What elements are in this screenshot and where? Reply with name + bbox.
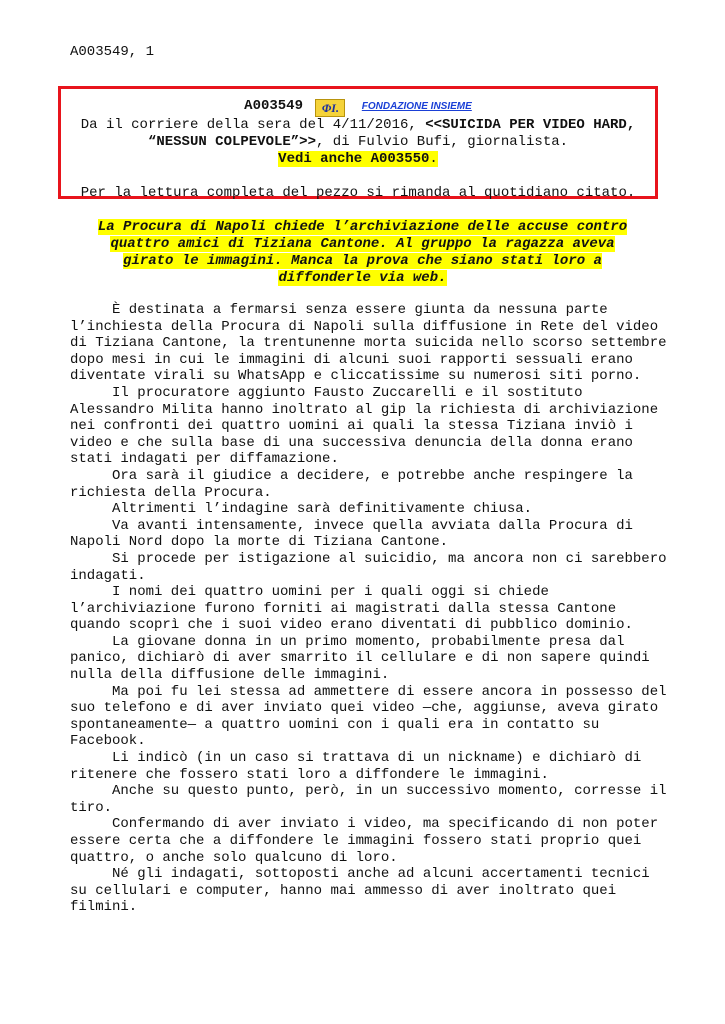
fondazione-logo-icon: ΦΙ. (315, 99, 345, 117)
article-paragraph: Confermando di aver inviato i video, ma specificando di non poter essere certa che a diffondere le immagini fossero stati proprio quei quattro, o anche solo qualcuno di loro. (70, 816, 659, 866)
article-paragraph: Anche su questo punto, però, in un successivo momento, corresse il tiro. (70, 783, 667, 816)
subtitle-line: La Procura di Napoli chiede l’archiviazione delle accuse contro (97, 219, 628, 235)
article-paragraph: Va avanti intensamente, invece quella avviata dalla Procura di Napoli Nord dopo la morte di Tiziana Cantone. (70, 517, 633, 551)
article-paragraph: La giovane donna in un primo momento, probabilmente presa dal panico, dichiarò di aver smarrito il cellulare e di non sapere quindi nulla della diffusione delle immagini. (70, 633, 650, 684)
article-title-part1: <<SUICIDA PER VIDEO HARD, (425, 117, 636, 133)
see-also-suffix: . (429, 151, 438, 167)
subtitle-line: diffonderle via web. (278, 270, 447, 286)
header-box (58, 86, 658, 199)
article-paragraph: Si procede per istigazione al suicidio, ma ancora non ci sarebbero indagati. (70, 550, 667, 584)
article-paragraph: Né gli indagati, sottoposti anche ad alcuni accertamenti tecnici su cellulari e computer, hanno mai ammesso di aver inoltrato quei filmini. (70, 866, 650, 916)
article-paragraph: Altrimenti l’indagine sarà definitivamente chiusa. (112, 501, 533, 518)
see-also-reference[interactable]: Vedi anche A003550 (278, 151, 430, 167)
subtitle-line: girato le immagini. Manca la prova che siano stati loro a (123, 253, 602, 269)
see-also-line (61, 151, 655, 168)
document-code: A003549 (244, 98, 303, 114)
source-text: Da il corriere della sera del 4/11/2016, (80, 117, 426, 133)
article-paragraph: È destinata a fermarsi senza essere giunta da nessuna parte l’inchiesta della Procura di Napoli sulla diffusione in Rete del video di Tiziana Cantone, la trentunenne morta suicida nello scorso settembre dopo mesi in cui le immagini di alcuni suoi rapporti sessuali erano diventate virali su WhatsApp e cliccatissime su numerosi siti porno. (70, 302, 667, 385)
header-title-line (61, 134, 655, 151)
article-paragraph: Li indicò (in un caso si trattava di un nickname) e dichiarò di ritenere che fossero stati loro a diffondere le immagini. (70, 750, 642, 783)
fondazione-insieme-link[interactable]: FONDAZIONE INSIEME (361, 101, 472, 112)
page-id: A003549, 1 (70, 44, 155, 60)
header-code-row (61, 98, 655, 117)
article-paragraph: Ora sarà il giudice a decidere, e potrebbe anche respingere la richiesta della Procura. (70, 467, 633, 501)
article-subtitle (70, 219, 655, 287)
subtitle-line: quattro amici di Tiziana Cantone. Al gruppo la ragazza aveva (110, 236, 615, 252)
author-text: , di Fulvio Bufi, giornalista. (315, 134, 569, 150)
header-source-line (61, 117, 655, 134)
article-paragraph: I nomi dei quattro uomini per i quali oggi si chiede l’archiviazione furono forniti ai magistrati dalla stessa Cantone quando scoprì che i suoi video erano diventati di pubblico dominio. (70, 584, 633, 634)
article-paragraph: Ma poi fu lei stessa ad ammettere di essere ancora in possesso del suo telefono e di aver inviato quei video —che, aggiunse, aveva girato spontaneamente— a quattro uomini con i quali era in contatto su Facebook. (70, 683, 667, 750)
article-paragraph: Il procuratore aggiunto Fausto Zuccarelli e il sostituto Alessandro Milita hanno inoltrato al gip la richiesta di archiviazione nei confronti dei quattro uomini ai quali la stessa Tiziana inviò i video e che sulla base di una successiva denuncia della donna erano stati indagati per diffamazione. (70, 384, 659, 468)
article-body (70, 302, 670, 916)
reading-note: Per la lettura completa del pezzo si rimanda al quotidiano citato. (80, 185, 636, 201)
article-title-part2: “NESSUN COLPEVOLE”>> (147, 134, 316, 150)
header-spacer (61, 168, 655, 185)
